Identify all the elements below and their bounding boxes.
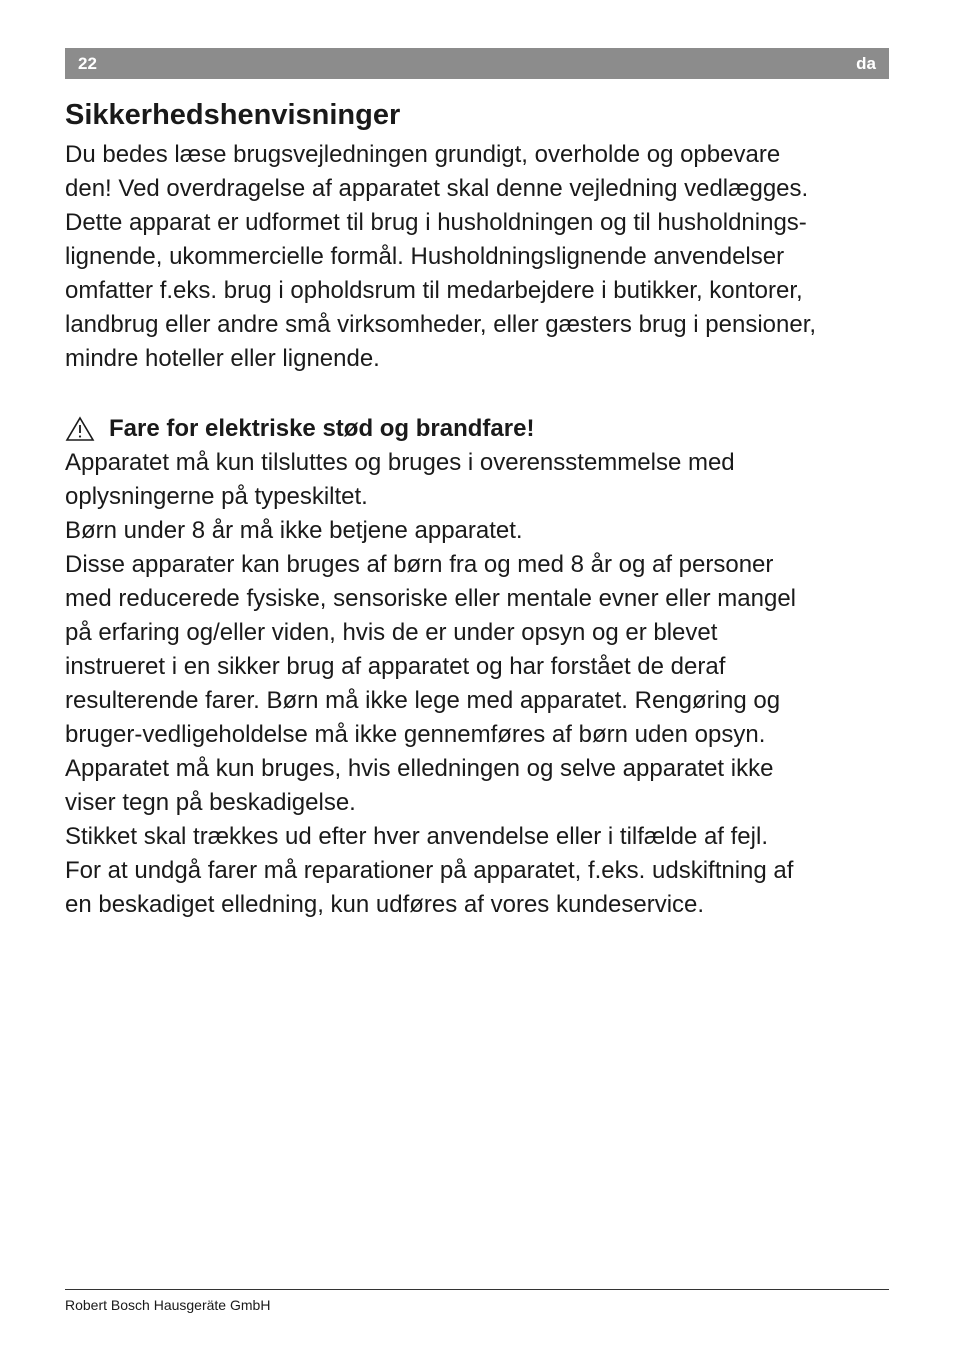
warning-paragraph: [65, 446, 895, 922]
warning-line: med reducerede fysiske, sensoriske eller mentale evner eller mangel: [65, 585, 797, 612]
warning-line: en beskadiget elledning, kun udføres af vores kundeservice.: [65, 891, 705, 918]
intro-line: landbrug eller andre små virksomheder, eller gæsters brug i pensioner,: [65, 311, 817, 338]
warning-line: For at undgå farer må reparationer på apparatet, f.eks. udskiftning af: [65, 857, 794, 884]
footer-divider: [65, 1289, 889, 1290]
intro-line: mindre hoteller eller lignende.: [65, 345, 380, 372]
page-header-bar: [65, 48, 889, 79]
page-title: Sikkerhedshenvisninger: [65, 99, 401, 131]
language-code: da: [856, 53, 876, 73]
warning-heading: [65, 412, 895, 446]
warning-line: Apparatet må kun bruges, hvis elledningen og selve apparatet ikke: [65, 755, 774, 782]
warning-line: viser tegn på beskadigelse.: [65, 789, 356, 816]
intro-line: lignende, ukommercielle formål. Husholdningslignende anvendelser: [65, 243, 785, 270]
warning-line: oplysningerne på typeskiltet.: [65, 483, 368, 510]
intro-paragraph: [65, 138, 895, 376]
footer-company: Robert Bosch Hausgeräte GmbH: [65, 1297, 271, 1313]
intro-line: den! Ved overdragelse af apparatet skal denne vejledning vedlægges.: [65, 175, 809, 202]
warning-line: resulterende farer. Børn må ikke lege med apparatet. Rengøring og: [65, 687, 781, 714]
intro-line: Du bedes læse brugsvejledningen grundigt, overholde og opbevare: [65, 141, 781, 168]
warning-line: Børn under 8 år må ikke betjene apparatet.: [65, 517, 523, 544]
warning-line: på erfaring og/eller viden, hvis de er under opsyn og er blevet: [65, 619, 718, 646]
warning-line: instrueret i en sikker brug af apparatet og har forstået de deraf: [65, 653, 726, 680]
warning-line: bruger-vedligeholdelse må ikke gennemføres af børn uden opsyn.: [65, 721, 766, 748]
warning-line: Stikket skal trækkes ud efter hver anvendelse eller i tilfælde af fejl.: [65, 823, 768, 850]
warning-triangle-icon: [65, 416, 95, 442]
page-content: [65, 96, 895, 922]
warning-title: Fare for elektriske stød og brandfare!: [109, 415, 535, 442]
warning-line: Disse apparater kan bruges af børn fra og med 8 år og af personer: [65, 551, 774, 578]
page-number: 22: [78, 53, 97, 73]
intro-line: omfatter f.eks. brug i opholdsrum til medarbejdere i butikker, kontorer,: [65, 277, 803, 304]
intro-line: Dette apparat er udformet til brug i husholdningen og til husholdnings-: [65, 209, 807, 236]
warning-line: Apparatet må kun tilsluttes og bruges i overensstemmelse med: [65, 449, 735, 476]
